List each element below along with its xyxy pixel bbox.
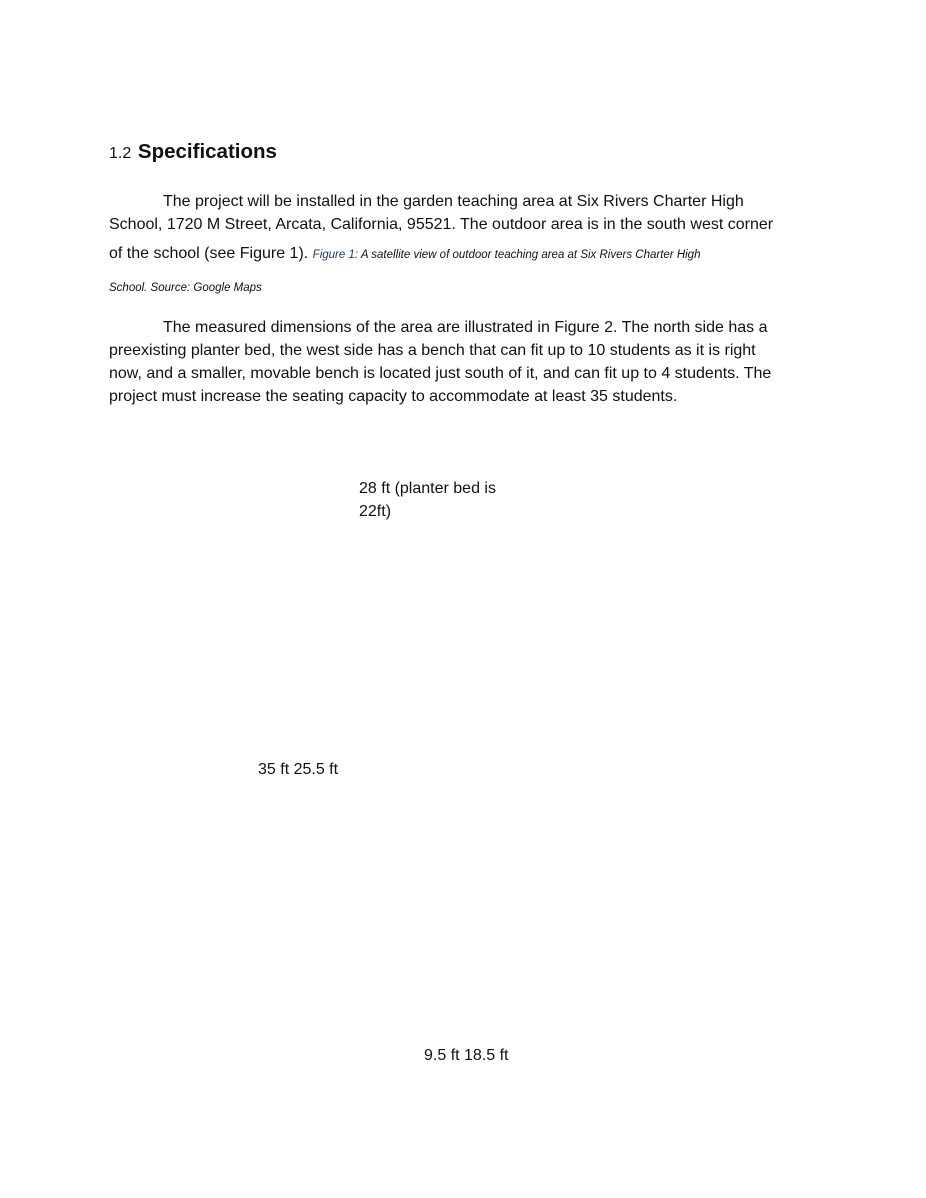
paragraph-line: of the school (see Figure 1). bbox=[109, 245, 309, 262]
section-title: Specifications bbox=[137, 140, 277, 163]
figure2-label-south: 9.5 ft 18.5 ft bbox=[424, 1047, 509, 1064]
paragraph-site-location bbox=[109, 190, 773, 267]
figure1-caption-continued: School. Source: Google Maps bbox=[109, 282, 262, 294]
paragraph-line: School, 1720 M Street, Arcata, California, 95521. The outdoor area is in the south west corner bbox=[109, 216, 774, 233]
figure1-caption-start bbox=[313, 249, 701, 261]
figure2-label-north-line1: 28 ft (planter bed is bbox=[359, 480, 496, 497]
figure2-label-north bbox=[359, 477, 496, 523]
paragraph-dimensions bbox=[109, 316, 771, 408]
paragraph-line: project must increase the seating capacity to accommodate at least 35 students. bbox=[109, 388, 678, 405]
section-number: 1.2 bbox=[109, 145, 132, 162]
paragraph-line: The project will be installed in the garden teaching area at Six Rivers Charter High bbox=[163, 193, 744, 210]
figure1-caption-label: Figure 1: bbox=[312, 249, 359, 261]
section-heading bbox=[109, 137, 277, 165]
paragraph-line: preexisting planter bed, the west side has a bench that can fit up to 10 students as it is right bbox=[109, 342, 756, 359]
paragraph-line: The measured dimensions of the area are illustrated in Figure 2. The north side has a bbox=[163, 319, 768, 336]
paragraph-line: now, and a smaller, movable bench is located just south of it, and can fit up to 4 students. The bbox=[109, 365, 772, 382]
paragraph-line-with-caption bbox=[109, 242, 773, 267]
figure2-label-west: 35 ft 25.5 ft bbox=[258, 761, 339, 778]
figure2-label-north-line2: 22ft) bbox=[359, 503, 392, 520]
figure1-caption-text: A satellite view of outdoor teaching area at Six Rivers Charter High bbox=[360, 249, 701, 261]
